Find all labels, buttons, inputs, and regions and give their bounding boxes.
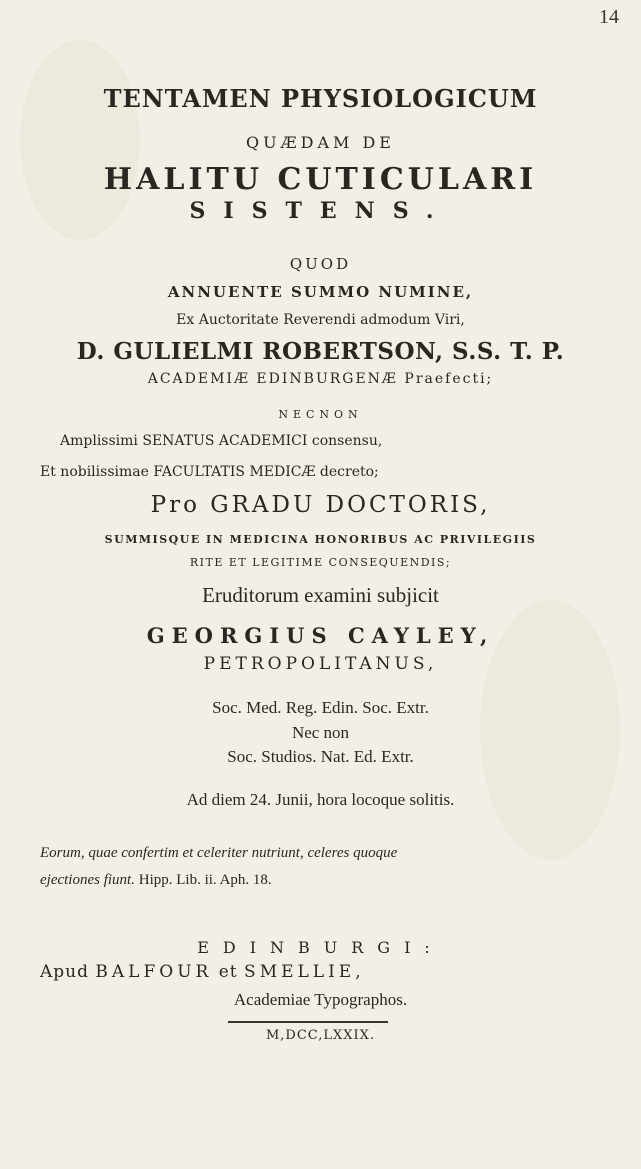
eruditorum-line: Eruditorum examini subjicit bbox=[202, 583, 439, 607]
author-name: GEORGIUS CAYLEY, bbox=[146, 623, 495, 648]
sistens: SISTENS. bbox=[189, 198, 452, 224]
nec-non-line: Nec non bbox=[291, 723, 350, 742]
imprint-printers bbox=[40, 962, 365, 982]
academiae-line: ACADEMIÆ EDINBURGENÆ Praefecti; bbox=[147, 371, 494, 387]
title-line-1: TENTAMEN PHYSIOLOGICUM bbox=[103, 84, 538, 113]
imprint-typographos: Academiae Typographos. bbox=[233, 990, 408, 1009]
epigraph-line-1: Eorum, quae confertim et celeriter nutriunt, celeres quoque bbox=[40, 845, 398, 861]
pro-gradu-line: Pro GRADU DOCTORIS, bbox=[150, 492, 491, 518]
quaedam-de: QUÆDAM DE bbox=[246, 133, 395, 152]
epigraph-reference: Hipp. Lib. ii. Aph. 18. bbox=[138, 872, 272, 888]
et-word: et bbox=[218, 962, 238, 982]
page-number: 14 bbox=[599, 6, 619, 28]
ex-auctoritate-line: Ex Auctoritate Reverendi admodum Viri, bbox=[176, 312, 465, 328]
gulielmi-line: D. GULIELMI ROBERTSON, S.S. T. P. bbox=[76, 338, 565, 365]
epigraph-line-2 bbox=[40, 872, 272, 889]
author-origin: PETROPOLITANUS, bbox=[203, 654, 438, 674]
quod: QUOD bbox=[289, 255, 352, 273]
nobilissimae-line: Et nobilissimae FACULTATIS MEDICÆ decreto; bbox=[40, 464, 379, 480]
society-line-2: Soc. Studios. Nat. Ed. Extr. bbox=[227, 747, 414, 766]
amplissimi-line: Amplissimi SENATUS ACADEMICI consensu, bbox=[60, 433, 383, 449]
apud-word: Apud bbox=[40, 962, 89, 982]
printer-name-1: BALFOUR bbox=[95, 962, 213, 982]
necnon: NECNON bbox=[278, 408, 363, 421]
divider-rule bbox=[228, 1021, 388, 1023]
summisque-line: SUMMISQUE IN MEDICINA HONORIBUS AC PRIVILEGIIS bbox=[104, 533, 537, 546]
imprint-year: M,DCC,LXXIX. bbox=[265, 1028, 376, 1043]
society-line-1: Soc. Med. Reg. Edin. Soc. Extr. bbox=[212, 698, 429, 717]
title-line-2: HALITU CUTICULARI bbox=[103, 162, 538, 197]
date-line: Ad diem 24. Junii, hora locoque solitis. bbox=[186, 790, 455, 809]
annuente-line: ANNUENTE SUMMO NUMINE, bbox=[167, 283, 474, 301]
epigraph-text: ejectiones fiunt. bbox=[40, 872, 135, 888]
rite-line: RITE ET LEGITIME CONSEQUENDIS; bbox=[189, 556, 452, 569]
printer-name-2: SMELLIE, bbox=[244, 962, 365, 982]
imprint-city: EDINBURGI: bbox=[197, 938, 444, 957]
